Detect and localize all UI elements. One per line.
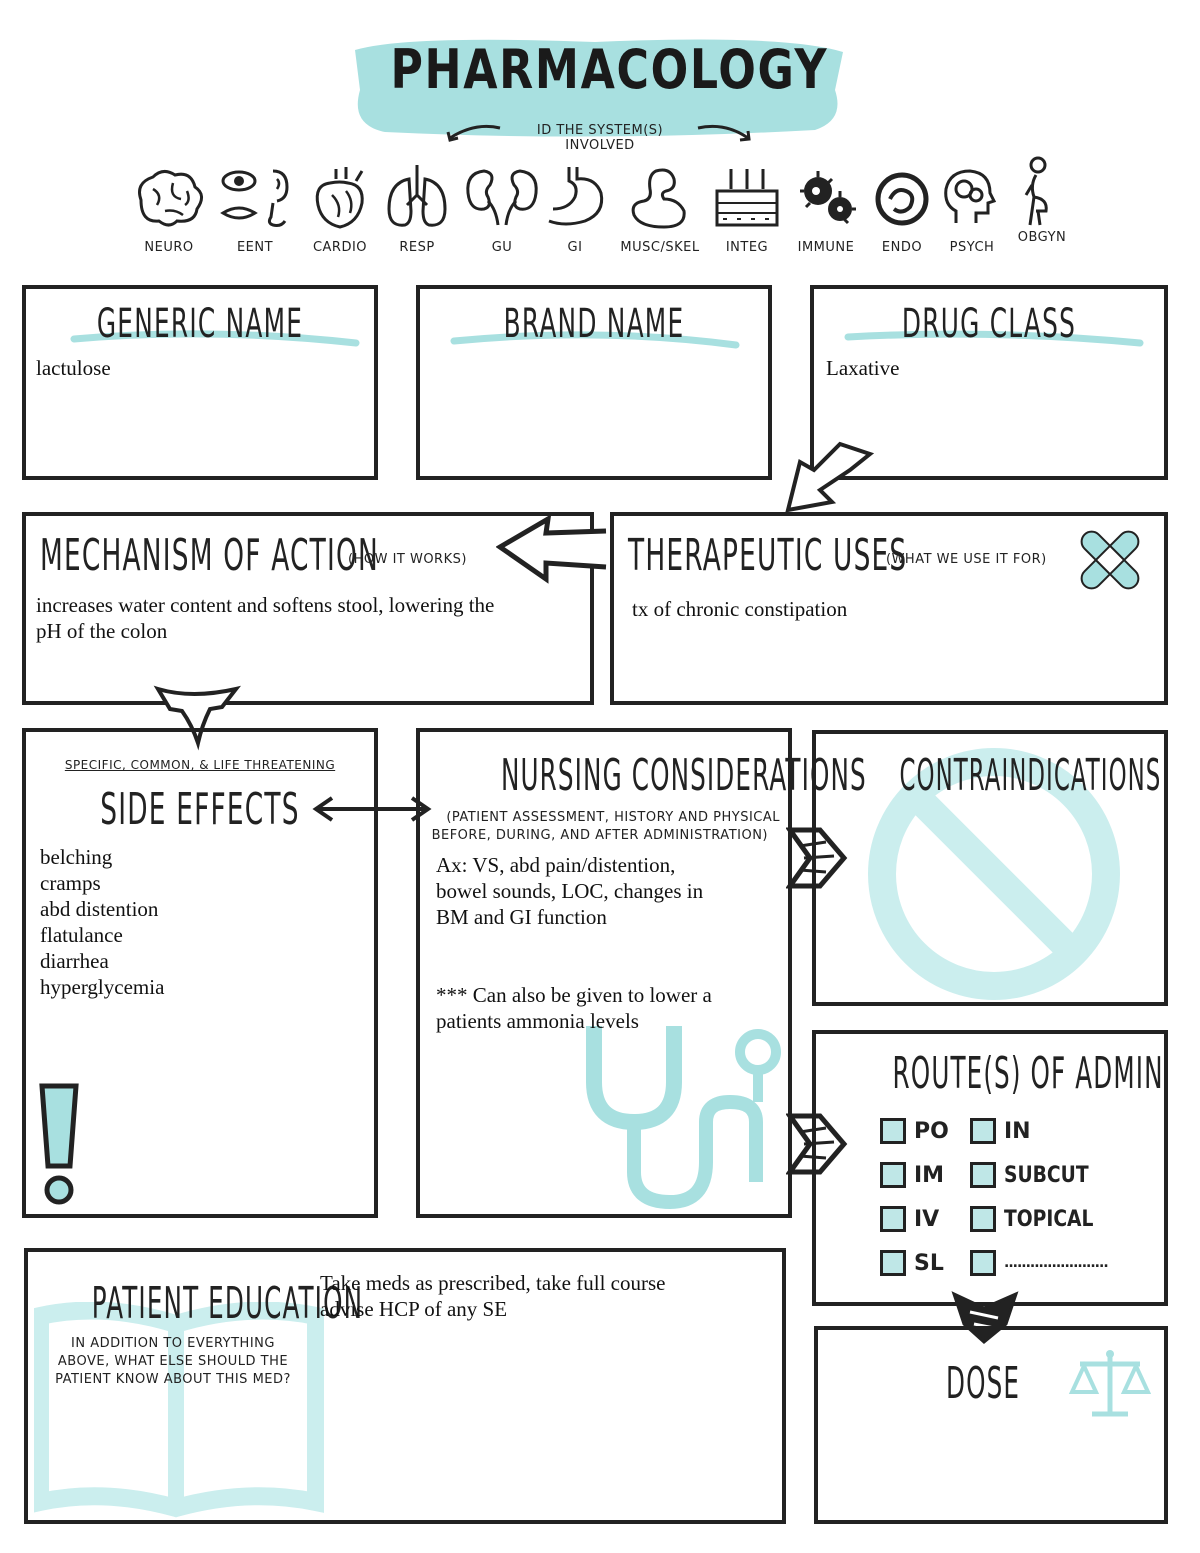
system-label: EENT bbox=[236, 240, 274, 255]
subtitle-row bbox=[440, 120, 760, 153]
system-neuro[interactable] bbox=[129, 165, 209, 255]
checkbox[interactable] bbox=[880, 1118, 906, 1144]
checkbox[interactable] bbox=[880, 1206, 906, 1232]
therapeutic-heading: THERAPEUTIC USES bbox=[628, 530, 908, 581]
side-effects-heading: SIDE EFFECTS bbox=[100, 784, 300, 835]
therapeutic-uses-box[interactable] bbox=[610, 512, 1168, 705]
page-title: PHARMACOLOGY bbox=[390, 38, 829, 101]
route-iv[interactable]: IV bbox=[880, 1206, 939, 1232]
system-eent[interactable] bbox=[215, 165, 295, 255]
routes-box[interactable] bbox=[812, 1030, 1168, 1306]
system-label: CARDIO bbox=[312, 240, 368, 255]
side-effects-value[interactable]: belching cramps abd distention flatulance diarrhea hyperglycemia bbox=[40, 845, 165, 999]
education-subheading-1: IN ADDITION TO EVERYTHING bbox=[71, 1336, 275, 1351]
system-psych[interactable] bbox=[932, 165, 1012, 255]
checkbox[interactable] bbox=[970, 1250, 996, 1276]
system-label: PSYCH bbox=[949, 240, 995, 255]
heart-icon bbox=[300, 165, 380, 231]
exclamation-icon bbox=[36, 1082, 82, 1208]
subtitle: ID THE SYSTEM(S) INVOLVED bbox=[536, 123, 664, 153]
drug-class-value[interactable]: Laxative bbox=[826, 356, 900, 380]
lungs-icon bbox=[377, 165, 457, 231]
system-label: ENDO bbox=[881, 240, 923, 255]
dose-heading: DOSE bbox=[945, 1358, 1021, 1409]
side-effects-preheading: SPECIFIC, COMMON, & LIFE THREATENING bbox=[64, 758, 336, 772]
system-label: MUSC/SKEL bbox=[620, 240, 700, 255]
open-book-icon bbox=[34, 1302, 324, 1520]
education-subheading-3: PATIENT KNOW ABOUT THIS MED? bbox=[55, 1372, 291, 1387]
pregnant-icon bbox=[1002, 155, 1082, 231]
system-resp[interactable] bbox=[377, 165, 457, 255]
contraindications-box[interactable] bbox=[812, 730, 1168, 1006]
system-label: GU bbox=[491, 240, 513, 255]
drug-class-heading: DRUG CLASS bbox=[901, 301, 1077, 347]
scale-icon bbox=[1068, 1348, 1152, 1420]
checkbox[interactable] bbox=[880, 1250, 906, 1276]
route-po[interactable]: PO bbox=[880, 1118, 949, 1144]
education-heading: PATIENT EDUCATION bbox=[91, 1278, 364, 1329]
eye-ear-nose-icon bbox=[215, 165, 295, 231]
therapeutic-value[interactable]: tx of chronic constipation bbox=[632, 597, 848, 621]
system-label: IMMUNE bbox=[797, 240, 855, 255]
system-label: RESP bbox=[399, 240, 435, 255]
system-gu[interactable] bbox=[462, 165, 542, 255]
head-gears-icon bbox=[932, 165, 1012, 231]
brain-icon bbox=[129, 165, 209, 231]
brand-name-box[interactable] bbox=[416, 285, 772, 480]
system-musc-skel[interactable] bbox=[620, 165, 700, 255]
system-label: INTEG bbox=[725, 240, 769, 255]
system-label: NEURO bbox=[144, 240, 194, 255]
nursing-heading: NURSING CONSIDERATIONS bbox=[500, 750, 867, 801]
dose-box[interactable] bbox=[814, 1326, 1168, 1524]
stomach-icon bbox=[535, 165, 615, 231]
mechanism-heading: MECHANISM OF ACTION bbox=[40, 530, 379, 581]
nursing-subheading-2: BEFORE, DURING, AND AFTER ADMINISTRATION) bbox=[431, 828, 768, 843]
skin-icon bbox=[707, 165, 787, 231]
gland-icon bbox=[862, 165, 942, 231]
system-integ[interactable] bbox=[707, 165, 787, 255]
bandage-icon bbox=[1072, 522, 1148, 598]
nursing-subheading-1: (PATIENT ASSESSMENT, HISTORY AND PHYSICAL bbox=[446, 810, 780, 825]
education-value[interactable]: Take meds as prescribed, take full course advise HCP of any SE bbox=[320, 1271, 666, 1321]
muscle-icon bbox=[620, 165, 700, 231]
checkbox[interactable] bbox=[970, 1118, 996, 1144]
system-obgyn[interactable] bbox=[1002, 155, 1082, 245]
route-other[interactable]: ........................ bbox=[970, 1250, 1108, 1276]
system-label: GI bbox=[567, 240, 583, 255]
nursing-value[interactable]: Ax: VS, abd pain/distention, bowel sounds, LOC, changes in BM and GI function *** Can also be given to lower a patients ammonia levels bbox=[436, 853, 712, 1033]
generic-name-heading: GENERIC NAME bbox=[96, 301, 304, 347]
kidneys-icon bbox=[462, 165, 542, 231]
therapeutic-subheading: (WHAT WE USE IT FOR) bbox=[886, 552, 1047, 567]
route-im[interactable]: IM bbox=[880, 1162, 944, 1188]
system-endo[interactable] bbox=[862, 165, 942, 255]
mechanism-subheading: (HOW IT WORKS) bbox=[348, 552, 467, 567]
checkbox[interactable] bbox=[970, 1206, 996, 1232]
route-subcut[interactable]: SUBCUT bbox=[970, 1162, 1104, 1188]
education-subheading-2: ABOVE, WHAT ELSE SHOULD THE bbox=[57, 1354, 289, 1369]
routes-heading: ROUTE(S) OF ADMIN bbox=[892, 1048, 1164, 1099]
generic-name-value[interactable]: lactulose bbox=[36, 356, 111, 380]
system-gi[interactable] bbox=[535, 165, 615, 255]
nursing-considerations-box[interactable] bbox=[416, 728, 867, 1218]
route-in[interactable]: IN bbox=[970, 1118, 1031, 1144]
stethoscope-icon bbox=[580, 1022, 790, 1212]
microbe-icon bbox=[786, 165, 866, 231]
system-cardio[interactable] bbox=[300, 165, 380, 255]
checkbox[interactable] bbox=[970, 1162, 996, 1188]
system-immune[interactable] bbox=[786, 165, 866, 255]
checkbox[interactable] bbox=[880, 1162, 906, 1188]
contraindications-heading: CONTRAINDICATIONS bbox=[899, 750, 1162, 801]
generic-name-box[interactable] bbox=[22, 285, 378, 480]
brand-name-heading: BRAND NAME bbox=[503, 301, 685, 347]
route-sl[interactable]: SL bbox=[880, 1250, 944, 1276]
system-label: OBGYN bbox=[1017, 230, 1067, 245]
patient-education-box[interactable] bbox=[24, 1248, 786, 1524]
arrow-left-icon bbox=[496, 515, 610, 585]
mechanism-value[interactable]: increases water content and softens stool, lowering the pH of the colon bbox=[36, 593, 495, 643]
route-topical[interactable]: TOPICAL bbox=[970, 1206, 1109, 1232]
